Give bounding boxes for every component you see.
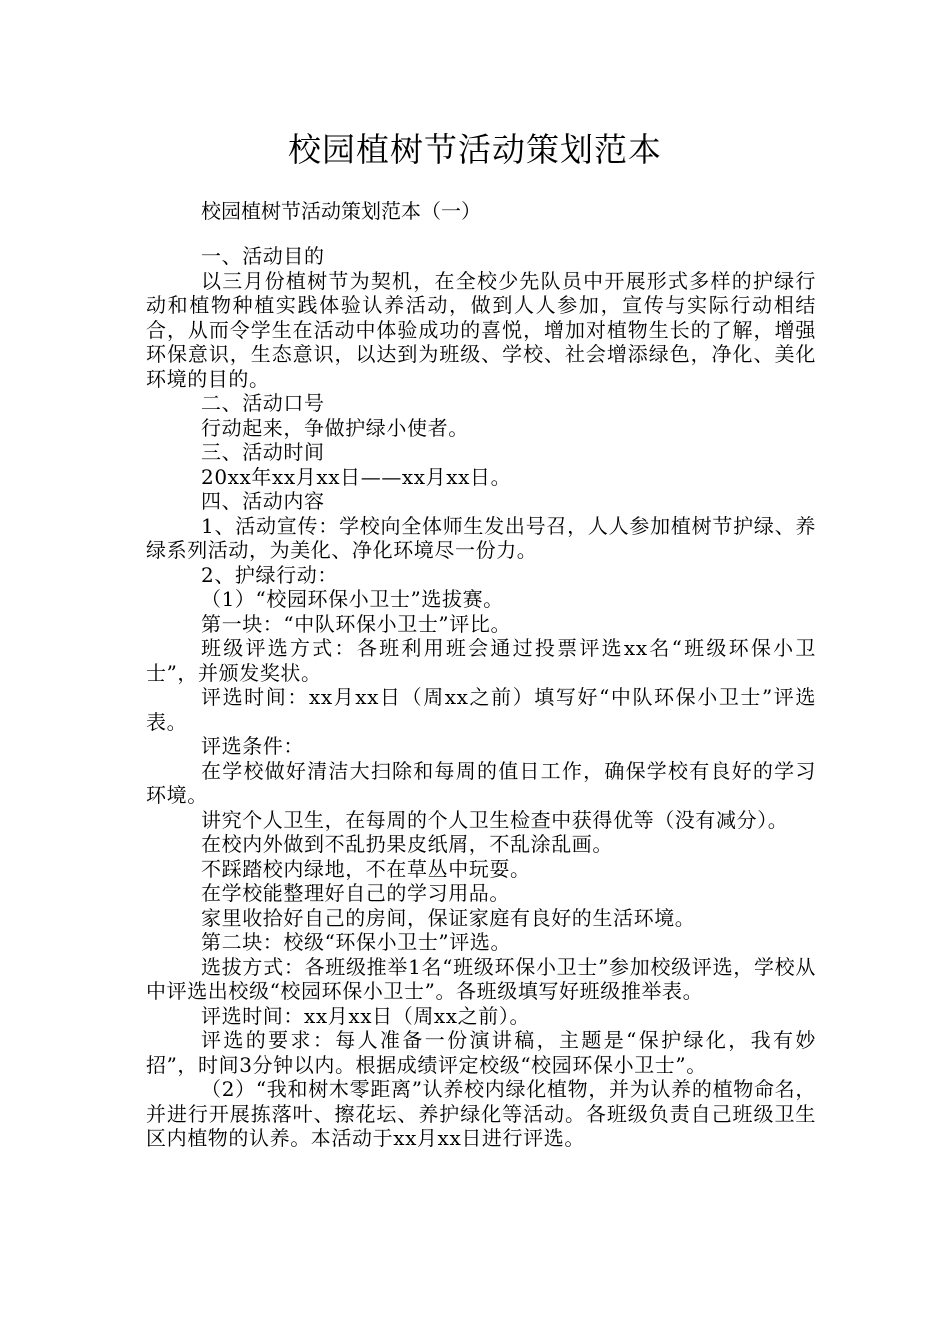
section-heading-slogan: 二、活动口号 [201, 391, 325, 415]
paragraph-block-one: 第一块：“中队环保小卫士”评比。 [201, 611, 512, 636]
paragraph-time: 20xx年xx月xx日——xx月xx日。 [201, 464, 512, 489]
paragraph-condition-home: 家里收拾好自己的房间，保证家庭有良好的生活环境。 [201, 905, 696, 930]
paragraph-tree-adoption: （2）“我和树木零距离”认养校内绿化植物，并为认养的植物命名，并进行开展拣落叶、擦花坛、养护绿化等活动。各班级负责自己班级卫生区内植物的认养。本活动于xx月xx日进行评选。 [146, 1077, 816, 1150]
document-subtitle: 校园植树节活动策划范本（一） [201, 199, 481, 223]
section-heading-time: 三、活动时间 [201, 440, 325, 464]
paragraph-slogan: 行动起来，争做护绿小使者。 [201, 415, 469, 440]
paragraph-selection-conditions: 评选条件： [201, 734, 304, 758]
paragraph-condition-cleaning: 在学校做好清洁大扫除和每周的值日工作，确保学校有良好的学习环境。 [146, 758, 816, 807]
paragraph-promotion: 1、活动宣传：学校向全体师生发出号召，人人参加植树节护绿、养绿系列活动，为美化、净化环境尽一份力。 [146, 513, 816, 562]
paragraph-contest: （1）“校园环保小卫士”选拔赛。 [201, 587, 504, 611]
paragraph-class-selection: 班级评选方式：各班利用班会通过投票评选xx名“班级环保小卫士”，并颁发奖状。 [146, 636, 816, 685]
section-heading-content: 四、活动内容 [201, 489, 325, 513]
document-title: 校园植树节活动策划范本 [288, 130, 662, 169]
paragraph-selection-time-two: 评选时间：xx月xx日（周xx之前）。 [201, 1003, 531, 1028]
paragraph-condition-grass: 不踩踏校内绿地，不在草丛中玩耍。 [201, 856, 531, 881]
paragraph-condition-litter: 在校内外做到不乱扔果皮纸屑，不乱涂乱画。 [201, 832, 613, 856]
paragraph-selection-time-one: 评选时间：xx月xx日（周xx之前）填写好“中队环保小卫士”评选表。 [146, 685, 816, 734]
paragraph-school-selection: 选拔方式：各班级推举1名“班级环保小卫士”参加校级评选，学校从中评选出校级“校园环保小卫士”。各班级填写好班级推举表。 [146, 954, 816, 1003]
paragraph-selection-requirements: 评选的要求：每人准备一份演讲稿，主题是“保护绿化，我有妙招”，时间3分钟以内。根据成绩评定校级“校园环保小卫士”。 [146, 1028, 816, 1077]
paragraph-condition-hygiene: 讲究个人卫生，在每周的个人卫生检查中获得优等（没有减分）。 [201, 807, 789, 832]
paragraph-block-two: 第二块：校级“环保小卫士”评选。 [201, 930, 512, 954]
section-heading-purpose: 一、活动目的 [201, 244, 325, 268]
paragraph-purpose: 以三月份植树节为契机，在全校少先队员中开展形式多样的护绿行动和植物种植实践体验认养活动，做到人人参加，宣传与实际行动相结合，从而令学生在活动中体验成功的喜悦，增加对植物生长的了解，增强环保意识，生态意识，以达到为班级、学校、社会增添绿色，净化、美化环境的目的。 [146, 268, 816, 391]
paragraph-condition-supplies: 在学校能整理好自己的学习用品。 [201, 881, 510, 905]
document-body [146, 244, 816, 1151]
paragraph-green-action: 2、护绿行动： [201, 562, 338, 587]
